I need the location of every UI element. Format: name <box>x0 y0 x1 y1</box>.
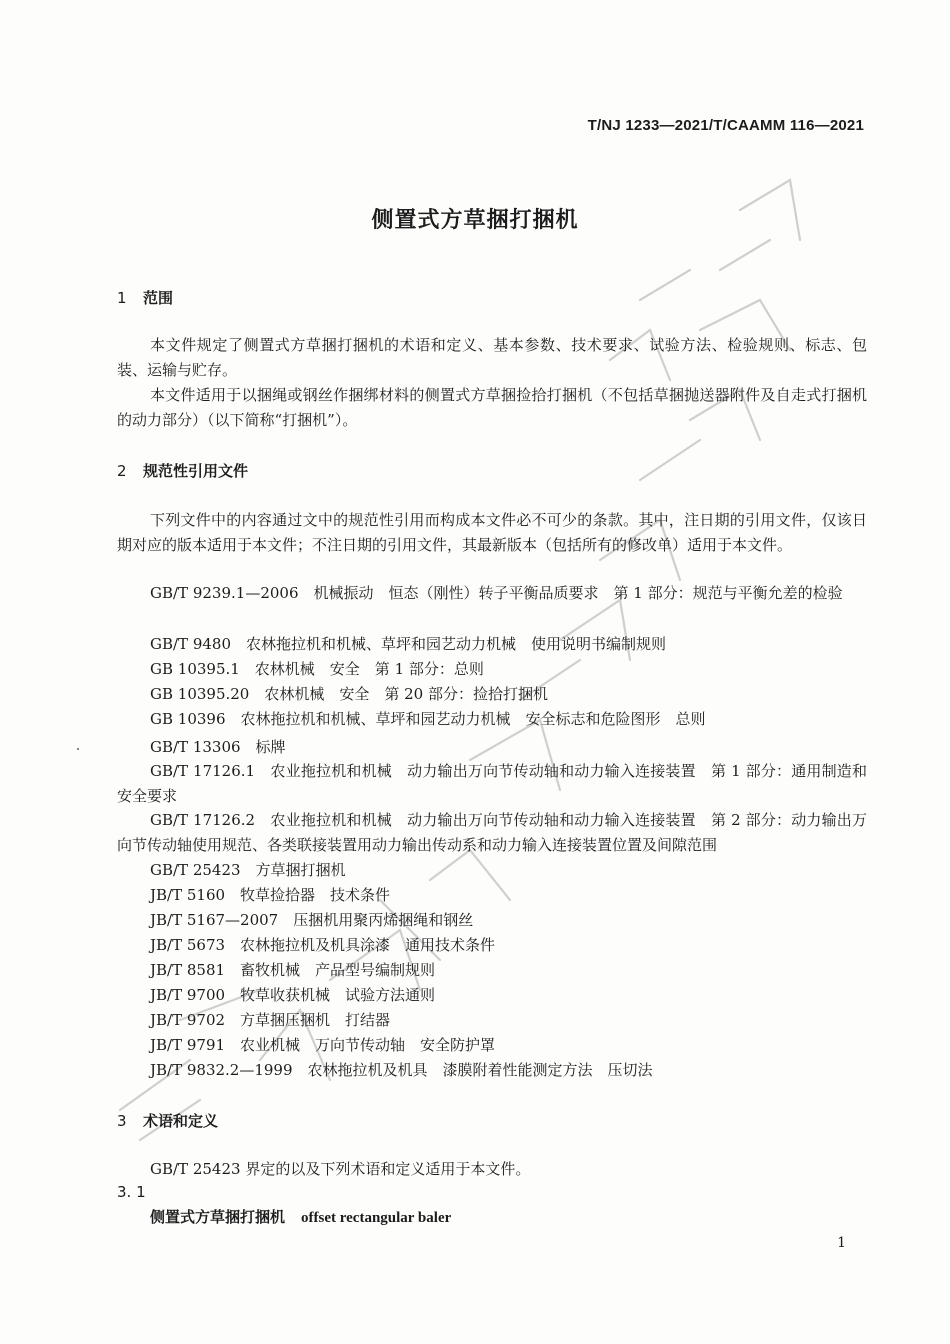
section-number: 2 <box>117 462 127 480</box>
term-chinese: 侧置式方草捆打捆机 <box>150 1208 286 1226</box>
reference-item: GB/T 17126.1 农业拖拉机和机械 动力输出万向节传动轴和动力输入连接装置 第 1 部分：通用制造和安全要求 <box>117 762 867 805</box>
terms-intro-paragraph: GB/T 25423 界定的以及下列术语和定义适用于本文件。 <box>150 1160 531 1178</box>
reference-item: JB/T 9832.2—1999 农林拖拉机及机具 漆膜附着性能测定方法 压切法 <box>150 1061 653 1079</box>
reference-item: JB/T 5167—2007 压捆机用聚丙烯捆绳和钢丝 <box>150 911 474 929</box>
reference-item: GB 10396 农林拖拉机和机械、草坪和园艺动力机械 安全标志和危险图形 总则 <box>150 710 706 728</box>
reference-item: GB/T 9239.1—2006 机械振动 恒态（刚性）转子平衡品质要求 第 1 部分：规范与平衡允差的检验 <box>150 584 843 602</box>
reference-item: JB/T 9791 农业机械 万向节传动轴 安全防护罩 <box>150 1036 496 1054</box>
term-number: 3. 1 <box>117 1183 146 1201</box>
section-2-heading <box>117 460 248 481</box>
section-number: 1 <box>117 289 127 307</box>
scope-paragraph-1: 本文件规定了侧置式方草捆打捆机的术语和定义、基本参数、技术要求、试验方法、检验规则、标志、包装、运输与贮存。 <box>117 336 867 379</box>
section-1-heading <box>117 287 173 308</box>
scan-speck <box>77 748 79 750</box>
reference-item: JB/T 9700 牧草收获机械 试验方法通则 <box>150 986 436 1004</box>
reference-item: JB/T 5160 牧草捡拾器 技术条件 <box>150 886 391 904</box>
term-entry <box>150 1206 451 1227</box>
page-number: 1 <box>837 1235 846 1251</box>
section-title: 范围 <box>143 289 174 307</box>
reference-item: GB 10395.20 农林机械 安全 第 20 部分：捡拾打捆机 <box>150 685 548 703</box>
document-title: 侧置式方草捆打捆机 <box>371 208 579 233</box>
standard-code: T/NJ 1233—2021/T/CAAMM 116—2021 <box>587 117 864 134</box>
section-3-heading <box>117 1110 218 1131</box>
section-title: 术语和定义 <box>143 1112 219 1130</box>
reference-item: GB 10395.1 农林机械 安全 第 1 部分：总则 <box>150 660 484 678</box>
normative-intro-paragraph: 下列文件中的内容通过文中的规范性引用而构成本文件必不可少的条款。其中，注日期的引用文件，仅该日期对应的版本适用于本文件；不注日期的引用文件，其最新版本（包括所有的修改单）适用于本文件。 <box>117 511 867 554</box>
term-english: offset rectangular baler <box>301 1210 452 1226</box>
section-title: 规范性引用文件 <box>143 462 249 480</box>
reference-item: JB/T 5673 农林拖拉机及机具涂漆 通用技术条件 <box>150 936 496 954</box>
reference-item: GB/T 13306 标牌 <box>150 738 286 756</box>
section-number: 3 <box>117 1112 127 1130</box>
reference-item: GB/T 9480 农林拖拉机和机械、草坪和园艺动力机械 使用说明书编制规则 <box>150 635 667 653</box>
reference-item: GB/T 25423 方草捆打捆机 <box>150 861 346 879</box>
reference-item: JB/T 9702 方草捆压捆机 打结器 <box>150 1011 391 1029</box>
reference-item: GB/T 17126.2 农业拖拉机和机械 动力输出万向节传动轴和动力输入连接装置 第 2 部分：动力输出万向节传动轴使用规范、各类联接装置用动力输出传动系和动力输入连接装置位置及间隙范围 <box>117 811 867 854</box>
scope-paragraph-2: 本文件适用于以捆绳或钢丝作捆绑材料的侧置式方草捆捡拾打捆机（不包括草捆抛送器附件及自走式打捆机的动力部分）（以下简称“打捆机”）。 <box>117 386 867 429</box>
reference-item: JB/T 8581 畜牧机械 产品型号编制规则 <box>150 961 436 979</box>
